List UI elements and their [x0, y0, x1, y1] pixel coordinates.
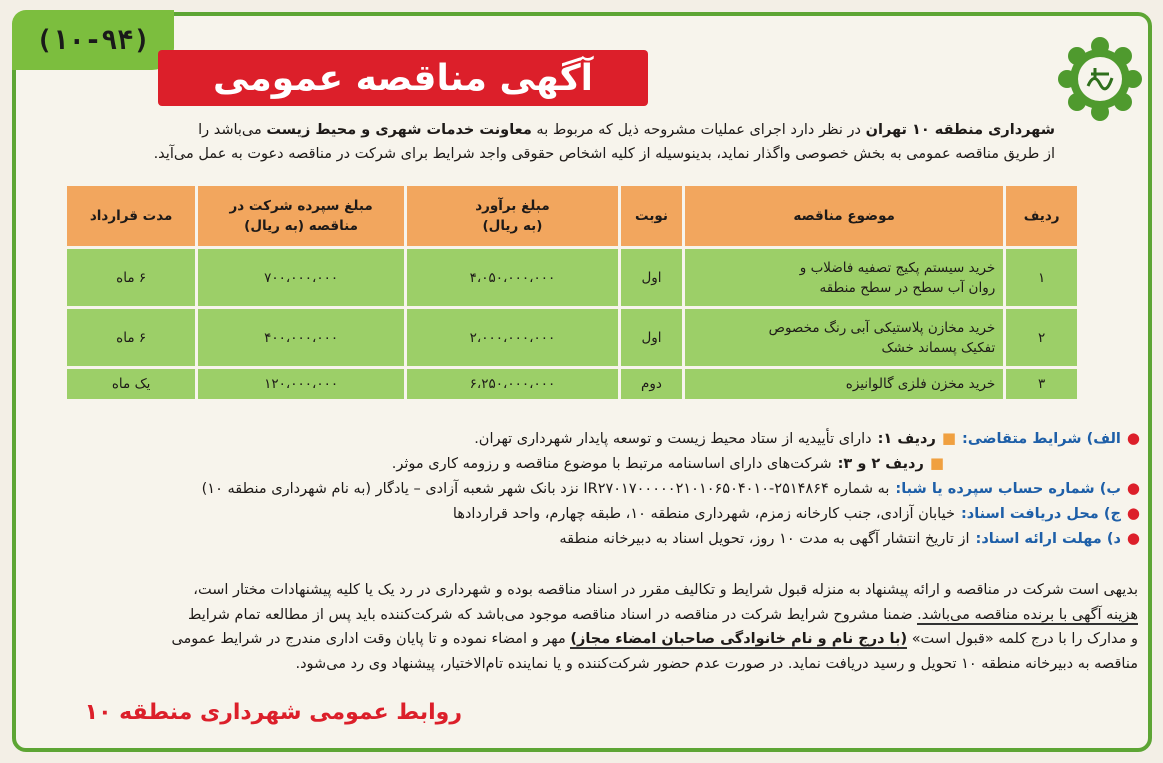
condition-b-text: به شماره ۲۵۱۴۸۶۴-IR۲۷۰۱۷۰۰۰۰۰۲۱۰۱۰۶۵۰۴۰۱۰ نزد بانک شهر شعبه آزادی – یادگار (به نام شهرداری منطقه ۱۰)	[201, 481, 890, 497]
bullet-icon: ●	[1126, 429, 1140, 447]
cell-estimate: ۶،۲۵۰،۰۰۰،۰۰۰	[407, 369, 618, 399]
condition-d-text: از تاریخ انتشار آگهی به مدت ۱۰ روز، تحویل اسناد به دبیرخانه منطقه	[559, 531, 970, 547]
terms-paragraph	[34, 578, 1138, 676]
cell-duration: ۶ ماه	[67, 249, 195, 306]
notice-title: آگهی مناقصه عمومی	[158, 50, 648, 106]
cell-deposit: ۱۲۰،۰۰۰،۰۰۰	[198, 369, 404, 399]
condition-a1-text: دارای تأییدیه از ستاد محیط زیست و توسعه پایدار شهرداری تهران.	[474, 431, 872, 447]
cell-deposit: ۴۰۰،۰۰۰،۰۰۰	[198, 309, 404, 366]
cell-subject: خرید مخازن پلاستیکی آبی رنگ مخصوص تفکیک پسماند خشک	[685, 309, 1003, 366]
terms-line-3c: مهر و امضاء نموده و تا پایان وقت اداری مندرج در شرایط عمومی	[171, 631, 566, 647]
cell-estimate: ۴،۰۵۰،۰۰۰،۰۰۰	[407, 249, 618, 306]
bullet-icon: ●	[1126, 479, 1140, 497]
cell-row: ۱	[1006, 249, 1077, 306]
table-row	[67, 249, 1077, 306]
cell-duration: ۶ ماه	[67, 309, 195, 366]
condition-a2-text: شرکت‌های دارای اساسنامه مرتبط با موضوع مناقصه و رزومه کاری موثر.	[391, 456, 832, 472]
condition-d-label: د) مهلت ارائه اسناد:	[975, 531, 1121, 547]
condition-a-label: الف) شرایط متقاضی:	[962, 431, 1121, 447]
notice-code: (۱۰-۹۴)	[12, 10, 174, 70]
col-row: ردیف	[1006, 186, 1077, 246]
cell-duration: یک ماه	[67, 369, 195, 399]
cell-row: ۳	[1006, 369, 1077, 399]
cell-row: ۲	[1006, 309, 1077, 366]
intro-text-2: می‌باشد را	[198, 122, 262, 138]
col-estimate: مبلغ برآورد (به ریال)	[407, 186, 618, 246]
tehran-municipality-logo	[1055, 34, 1145, 124]
bullet-icon: ●	[1126, 504, 1140, 522]
table-row	[67, 369, 1077, 399]
condition-b-label: ب) شماره حساب سپرده یا شبا:	[895, 481, 1121, 497]
terms-ad-cost: هزینه آگهی با برنده مناقصه می‌باشد.	[917, 606, 1138, 623]
bullet-icon: ■	[929, 454, 944, 472]
conditions-section	[40, 426, 1140, 551]
terms-signature-note: (با درج نام و نام خانوادگی صاحبان امضاء مجاز)	[570, 631, 908, 647]
condition-a2-title: ردیف ۲ و ۳:	[837, 456, 924, 472]
cell-round: اول	[621, 249, 682, 306]
col-duration: مدت قرارداد	[67, 186, 195, 246]
cell-estimate: ۲،۰۰۰،۰۰۰،۰۰۰	[407, 309, 618, 366]
table-row	[67, 309, 1077, 366]
terms-line-1: بدیهی است شرکت در مناقصه و ارائه پیشنهاد به منزله قبول شرایط و تکالیف مقرر در اسناد مناقصه بوده و شهرداری در رد یک یا کلیه پیشنهادات مختار است،	[193, 582, 1138, 598]
bullet-icon: ■	[941, 429, 957, 447]
col-deposit: مبلغ سپرده شرکت در مناقصه (به ریال)	[198, 186, 404, 246]
intro-line-2: از طریق مناقصه عمومی به بخش خصوصی واگذار نماید، بدینوسیله از کلیه اشخاص حقوقی واجد شرایط برای شرکت در مناقصه دعوت به عمل می‌آید.	[153, 146, 1055, 162]
condition-a1-title: ردیف ۱:	[877, 431, 936, 447]
cell-round: دوم	[621, 369, 682, 399]
terms-line-3a: و مدارک را با درج کلمه «قبول است»	[911, 631, 1138, 647]
terms-line-2: ضمنا مشروح شرایط شرکت در مناقصه در اسناد مناقصه موجود می‌باشد که شرکت‌کننده باید پس از مطالعه تمام شرایط	[187, 606, 913, 623]
cell-subject: خرید مخزن فلزی گالوانیزه	[685, 369, 1003, 399]
public-relations-signature: روابط عمومی شهرداری منطقه ۱۰	[84, 700, 462, 725]
bullet-icon: ●	[1126, 529, 1140, 547]
col-round: نوبت	[621, 186, 682, 246]
cell-round: اول	[621, 309, 682, 366]
intro-text-1: در نظر دارد اجرای عملیات مشروحه ذیل که مربوط به	[536, 122, 861, 138]
condition-c-text: خیابان آزادی، جنب کارخانه زمزم، شهرداری منطقه ۱۰، طبقه چهارم، واحد قراردادها	[452, 506, 955, 522]
terms-line-4: مناقصه به دبیرخانه منطقه ۱۰ تحویل و رسید دریافت نماید. در صورت عدم حضور شرکت‌کننده و یا نماینده تام‌الاختیار، پیشنهاد وی رد می‌شود.	[295, 655, 1138, 672]
cell-deposit: ۷۰۰،۰۰۰،۰۰۰	[198, 249, 404, 306]
org-name: شهرداری منطقه ۱۰ تهران	[865, 122, 1055, 138]
condition-c-label: ج) محل دریافت اسناد:	[960, 506, 1121, 522]
tender-table	[64, 183, 1080, 402]
intro-paragraph	[40, 118, 1055, 166]
col-subject: موضوع مناقصه	[685, 186, 1003, 246]
cell-subject: خرید سیستم پکیج تصفیه فاضلاب و روان آب سطح در سطح منطقه	[685, 249, 1003, 306]
deputy-name: معاونت خدمات شهری و محیط زیست	[266, 122, 532, 138]
